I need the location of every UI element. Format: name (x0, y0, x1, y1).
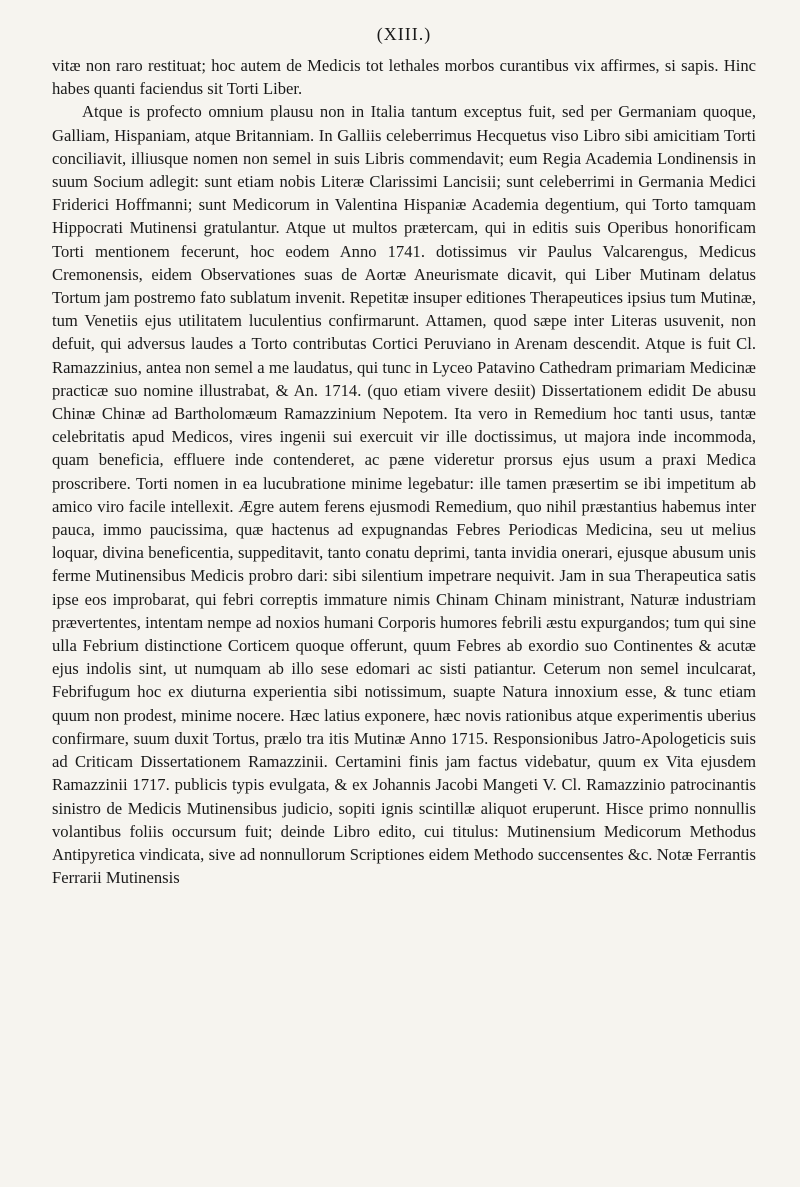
body-text (52, 54, 756, 889)
page-number: (XIII.) (376, 24, 432, 44)
paragraph: vitæ non raro restituat; hoc autem de Medicis tot lethales morbos curantibus vix affirmes, si sapis. Hinc habes quanti faciendus sit Torti Liber. (52, 56, 756, 99)
paragraph: Atque is profecto omnium plausu non in Italia tantum exceptus fuit, sed per Germaniam quoque, Galliam, Hispaniam, atque Britanniam. In Galliis celeberrimus Hecquetus viso Libro sibi amicitiam Torti conciliavit, illiusque nomen non semel in suis Libris commendavit; eum Regia Academia Londinensis in suum Socium adlegit: sunt etiam nobis Literæ Clarissimi Lancisii; sunt celeberrimi in Germania Medici Friderici Hoffmanni; sunt Medicorum in Valentina Hispaniæ Academia degentium, qui Torto tamquam Hippocrati Mutinensi gratulantur. Atque ut multos prætercam, qui in editis suis Operibus honorificam Torti mentionem fecerunt, hoc eodem Anno 1741. dotissimus vir Paulus Valcarengus, Medicus Cremonensis, eidem Observationes suas de Aortæ Aneurismate dicavit, qui Liber Mutinam delatus Tortum jam postremo fato sublatum invenit. Repetitæ insuper editiones Therapeutices ipsius tum Mutinæ, tum Venetiis ejus utilitatem luculentius confirmarunt. Attamen, quod sæpe inter Literas usuvenit, non defuit, qui adversus laudes a Torto contributas Cortici Peruviano in Arenam descendit. Atque is fuit Cl. Ramazzinius, antea non semel a me laudatus, qui tunc in Lyceo Patavino Cathedram primariam Medicinæ practicæ suo nomine illustrabat, & An. 1714. (quo etiam vivere desiit) Dissertationem edidit De abusu Chinæ Chinæ ad Bartholomæum Ramazzinium Nepotem. Ita vero in Remedium hoc tanti usus, tantæ celebritatis apud Medicos, vires ingenii sui exercuit vir ille doctissimus, ut majora inde incommoda, quam beneficia, effluere inde contenderet, ac pæne videretur prorsus ejus usum a praxi Medica proscribere. Torti nomen in ea lucubratione minime legebatur: ille tamen præsertim se ibi impetitum ab amico viro facile intellexit. Ægre autem ferens ejusmodi Remedium, quo nihil præstantius habemus inter pauca, immo paucissima, quæ hactenus ad expugnandas Febres Periodicas Medicina, seu ut melius loquar, divina beneficentia, suppeditavit, tanto conatu deprimi, tanta invidia onerari, ejusque abusum unis ferme Mutinensibus Medicis probro dari: sibi silentium impetrare nequivit. Jam in sua Therapeutica satis ipse eos improbarat, qui febri correptis immature nimis Chinam Chinam ministrant, Naturæ industriam prævertentes, intentam nempe ad noxios humani Corporis humores febrili æstu expurgandos; tum qui sine ulla Febrium distinctione Corticem quoque offerunt, quum Febres ab exordio suo Continentes & acutæ ejus indolis sint, ut numquam ab illo sese edomari ac sisti patiantur. Ceterum non semel inculcarat, Febrifugum hoc ex diuturna experientia sibi notissimum, suapte Natura innoxium esse, & tunc etiam quum non prodest, minime nocere. Hæc latius exponere, hæc novis rationibus atque experimentis uberius confirmare, suum duxit Tortus, prælo tra itis Mutinæ Anno 1715. Responsionibus Jatro-Apologeticis suis ad Criticam Dissertationem Ramazzinii. Certamini finis jam factus videbatur, quum ex Vita ejusdem Ramazzinii 1717. publicis typis evulgata, & ex Johannis Jacobi Mangeti V. Cl. Ramazzinio patrocinantis sinistro de Medicis Mutinensibus judicio, sopiti ignis scintillæ aliquot eruperunt. Hisce primo nonnullis volantibus foliis occursum fuit; deinde Libro edito, cui titulus: Mutinensium Medicorum Methodus Antipyretica vindicata, sive ad nonnullorum Scriptiones eidem Methodo succensentes &c. Notæ Ferrantis Ferrarii Mutinensis (52, 102, 756, 888)
